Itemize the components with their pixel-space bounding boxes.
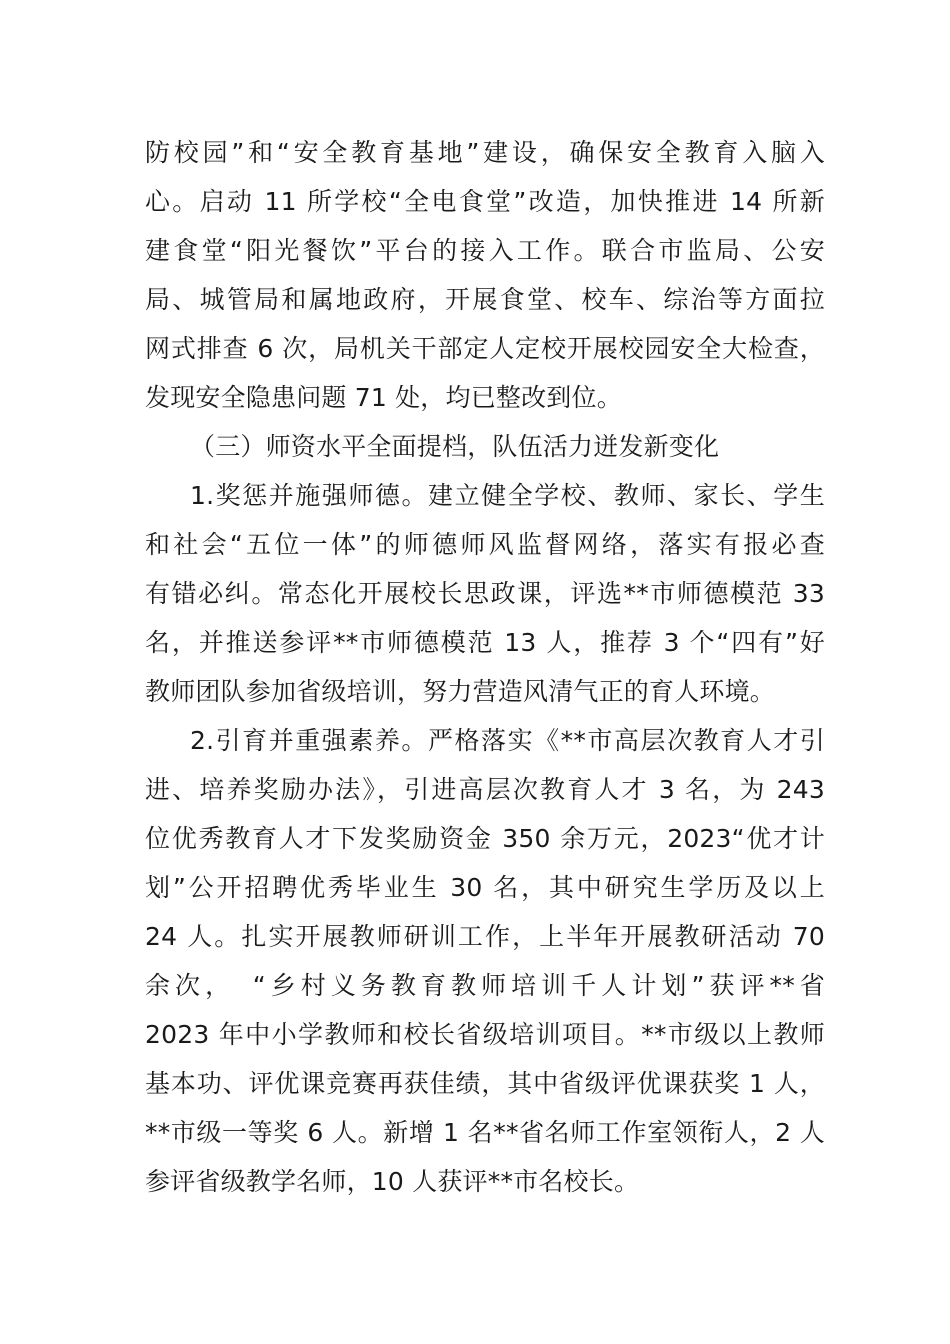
text-line: 建食堂“阳光餐饮”平台的接入工作。联合市监局、公安 bbox=[145, 236, 825, 265]
document-body bbox=[145, 128, 825, 1206]
text-line: 有错必纠。常态化开展校长思政课，评选**市师德模范 33 bbox=[145, 579, 825, 608]
paragraph-item-1 bbox=[145, 471, 825, 716]
text-line: 2.引育并重强素养。严格落实《**市高层次教育人才引 bbox=[190, 726, 825, 755]
text-line: **市级一等奖 6 人。新增 1 名**省名师工作室领衔人，2 人 bbox=[145, 1118, 825, 1147]
text-line: 2023 年中小学教师和校长省级培训项目。**市级以上教师 bbox=[145, 1020, 825, 1049]
paragraph-item-2 bbox=[145, 716, 825, 1206]
text-line: 教师团队参加省级培训，努力营造风清气正的育人环境。 bbox=[145, 677, 776, 706]
text-line: 余次， “乡村义务教育教师培训千人计划”获评**省 bbox=[145, 971, 825, 1000]
text-line: 和社会“五位一体”的师德师风监督网络，落实有报必查 bbox=[145, 530, 825, 559]
text-line: 名，并推送参评**市师德模范 13 人，推荐 3 个“四有”好 bbox=[145, 628, 825, 657]
paragraph-continuation bbox=[145, 128, 825, 422]
text-line: 1.奖惩并施强师德。建立健全学校、教师、家长、学生 bbox=[190, 481, 825, 510]
text-line: 发现安全隐患问题 71 处，均已整改到位。 bbox=[145, 383, 622, 412]
text-line: 网式排查 6 次，局机关干部定人定校开展校园安全大检查， bbox=[145, 334, 825, 363]
text-line: 参评省级教学名师，10 人获评**市名校长。 bbox=[145, 1167, 640, 1196]
section-heading: （三）师资水平全面提档，队伍活力迸发新变化 bbox=[190, 432, 720, 461]
text-line: 基本功、评优课竞赛再获佳绩，其中省级评优课获奖 1 人， bbox=[145, 1069, 825, 1098]
text-line: 心。启动 11 所学校“全电食堂”改造，加快推进 14 所新 bbox=[145, 187, 825, 216]
text-line: 位优秀教育人才下发奖励资金 350 余万元，2023“优才计 bbox=[145, 824, 825, 853]
text-line: 防校园”和“安全教育基地”建设，确保安全教育入脑入 bbox=[145, 138, 825, 167]
text-line: 划”公开招聘优秀毕业生 30 名，其中研究生学历及以上 bbox=[145, 873, 825, 902]
text-line: 进、培养奖励办法》，引进高层次教育人才 3 名，为 243 bbox=[145, 775, 825, 804]
text-line: 24 人。扎实开展教师研训工作，上半年开展教研活动 70 bbox=[145, 922, 825, 951]
text-line: 局、城管局和属地政府，开展食堂、校车、综治等方面拉 bbox=[145, 285, 825, 314]
